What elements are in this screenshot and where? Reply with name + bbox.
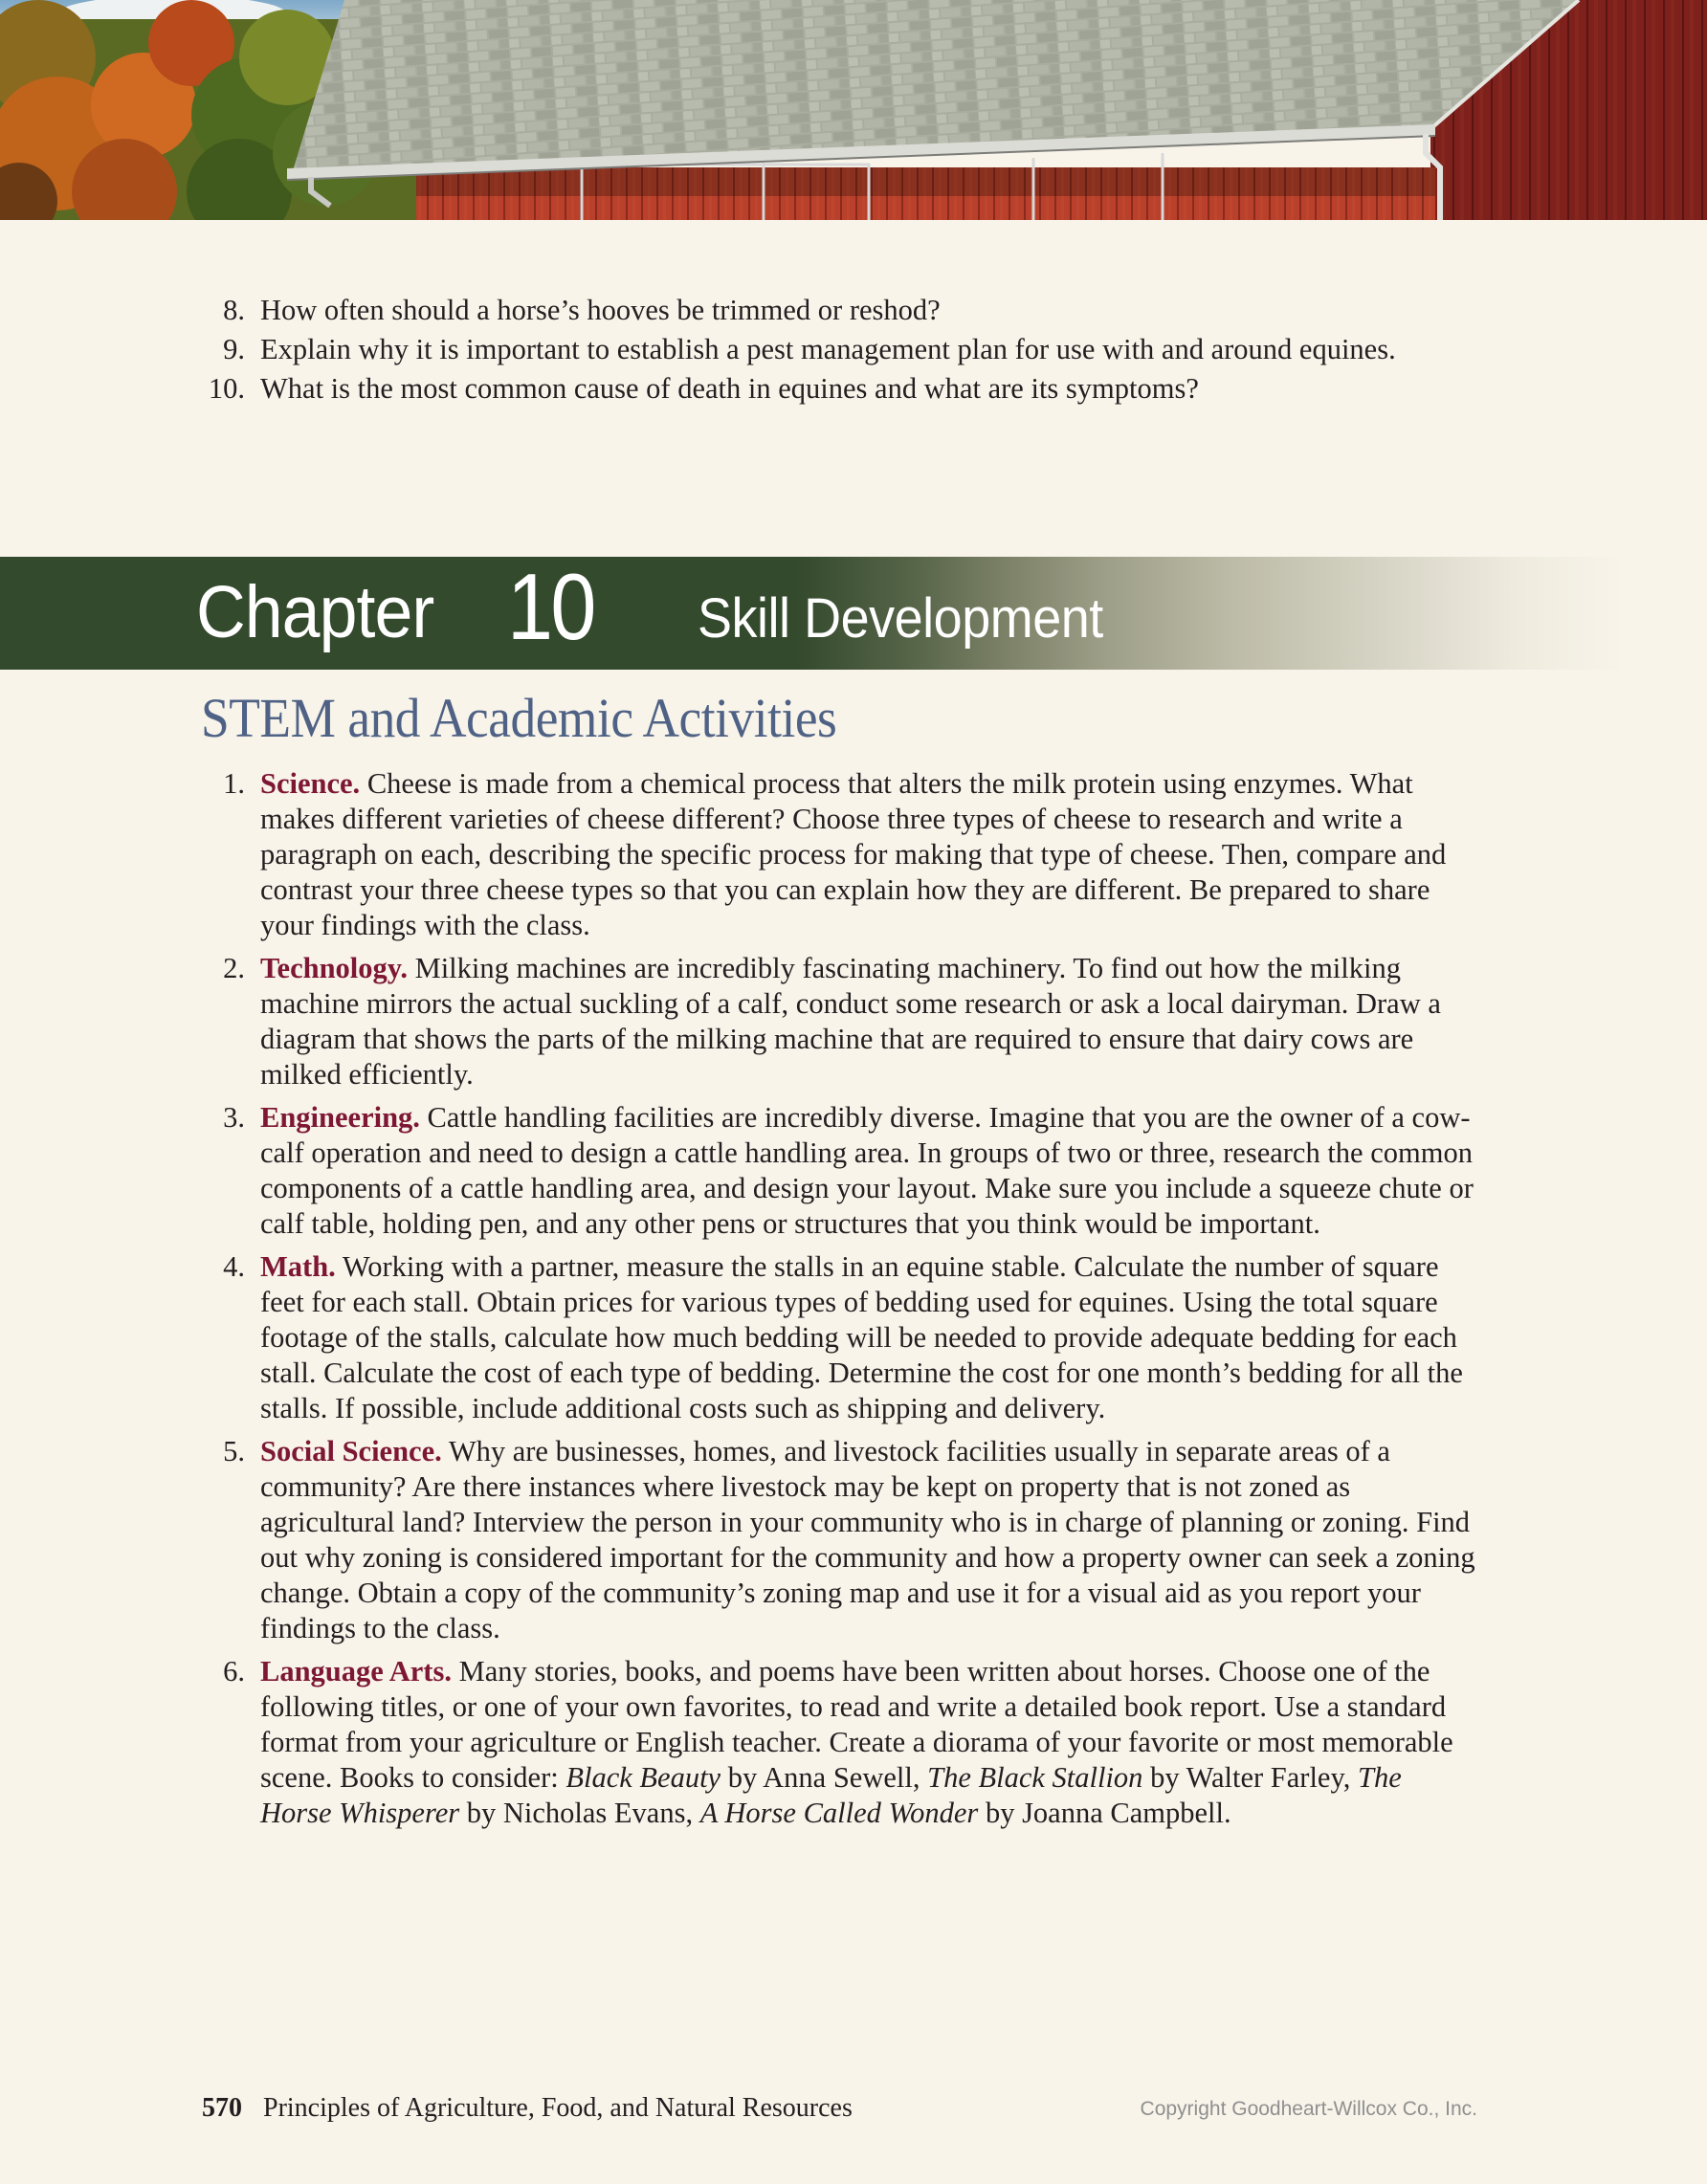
activity-text: Why are businesses, homes, and livestock facilities usually in separate areas of a community? Are there instances where livestock may be kept on property that is not zoned as agricultural land? Interview the person in your community who is in charge of planning or zoning. Find out why zoning is considered important for the community and how a property owner can seek a zoning change. Obtain a copy of the community’s zoning map and use it for a visual aid as you report your findings to the class. [260, 1435, 1475, 1644]
question-number: 8. [223, 294, 245, 326]
book-author: by Walter Farley, [1142, 1761, 1358, 1794]
chapter-title: Skill Development [698, 587, 1103, 650]
question-text: How often should a horse’s hooves be trimmed or reshod? [260, 294, 941, 326]
barn-illustration [0, 0, 1707, 220]
question-text: Explain why it is important to establish a pest management plan for use with and around equines. [260, 333, 1396, 365]
book-title-footer: Principles of Agriculture, Food, and Natural Resources [263, 2093, 853, 2123]
book-author: by Nicholas Evans, [459, 1797, 700, 1829]
activity-text: Many stories, books, and poems have been written about horses. Choose one of the following titles, or one of your own favorites, to read and write a detailed book report. Use a standard format from your agriculture or English teacher. Create a diorama of your favorite or most memorable scene. Books to consider: [260, 1655, 1453, 1794]
review-questions-list [0, 293, 1707, 410]
section-heading: STEM and Academic Activities [201, 687, 837, 749]
activity-engineering [0, 1100, 1475, 1242]
activity-number: 4. [223, 1250, 245, 1283]
book-title: The Black Stallion [927, 1761, 1143, 1794]
chapter-label: Chapter [196, 571, 434, 653]
activity-text: Cheese is made from a chemical process that alters the milk protein using enzymes. What makes different varieties of cheese different? Choose three types of cheese to research and write a paragraph on each, describing the specific process for making that type of cheese. Then, compare and contrast your three cheese types so that you can explain how they are different. Be prepared to share your findings with the class. [260, 767, 1447, 941]
activity-label: Engineering. [260, 1101, 420, 1134]
book-author: by Joanna Campbell. [978, 1797, 1231, 1829]
activity-text: Cattle handling facilities are incredibly diverse. Imagine that you are the owner of a cow-calf operation and need to design a cattle handling area. In groups of two or three, research the common components of a cattle handling area, and design your layout. Make sure you include a squeeze chute or calf table, holding pen, and any other pens or structures that you think would be important. [260, 1101, 1474, 1240]
activity-label: Technology. [260, 952, 408, 984]
book-title: The Horse Whisperer [260, 1761, 1402, 1829]
book-author: by Anna Sewell, [720, 1761, 928, 1794]
chapter-banner [0, 554, 1627, 670]
hero-barn-photo [0, 0, 1707, 220]
activity-text: Milking machines are incredibly fascinating machinery. To find out how the milking machine mirrors the actual suckling of a calf, conduct some research or ask a local dairyman. Draw a diagram that shows the parts of the milking machine that are required to ensure that dairy cows are milked efficiently. [260, 952, 1441, 1091]
activity-number: 2. [223, 952, 245, 984]
review-question-10 [0, 371, 1475, 407]
activity-number: 3. [223, 1101, 245, 1134]
page-number: 570 [202, 2093, 242, 2123]
activity-number: 5. [223, 1435, 245, 1467]
question-number: 9. [223, 333, 245, 365]
activity-label: Social Science. [260, 1435, 442, 1467]
activity-science [0, 766, 1475, 943]
activity-technology [0, 951, 1475, 1092]
question-number: 10. [208, 372, 245, 405]
activity-math [0, 1249, 1475, 1426]
chapter-number: 10 [507, 554, 594, 659]
activity-language-arts [0, 1654, 1475, 1831]
activity-label: Science. [260, 767, 361, 800]
activity-number: 1. [223, 767, 245, 800]
book-title: A Horse Called Wonder [699, 1797, 979, 1829]
question-text: What is the most common cause of death in equines and what are its symptoms? [260, 372, 1199, 405]
page-footer [0, 2091, 1707, 2129]
copyright-notice: Copyright Goodheart-Willcox Co., Inc. [1140, 2098, 1477, 2120]
activities-list [0, 766, 1707, 1839]
review-question-8 [0, 293, 1475, 328]
activity-text: Working with a partner, measure the stalls in an equine stable. Calculate the number of square feet for each stall. Obtain prices for various types of bedding used for equines. Using the total square footage of the stalls, calculate how much bedding will be needed to provide adequate bedding for each stall. Calculate the cost of each type of bedding. Determine the cost for one month’s bedding for all the stalls. If possible, include additional costs such as shipping and delivery. [260, 1250, 1463, 1424]
activity-social-science [0, 1434, 1475, 1646]
book-title: Black Beauty [565, 1761, 721, 1794]
activity-number: 6. [223, 1655, 245, 1688]
review-question-9 [0, 332, 1475, 367]
activity-label: Math. [260, 1250, 336, 1283]
activity-label: Language Arts. [260, 1655, 452, 1688]
